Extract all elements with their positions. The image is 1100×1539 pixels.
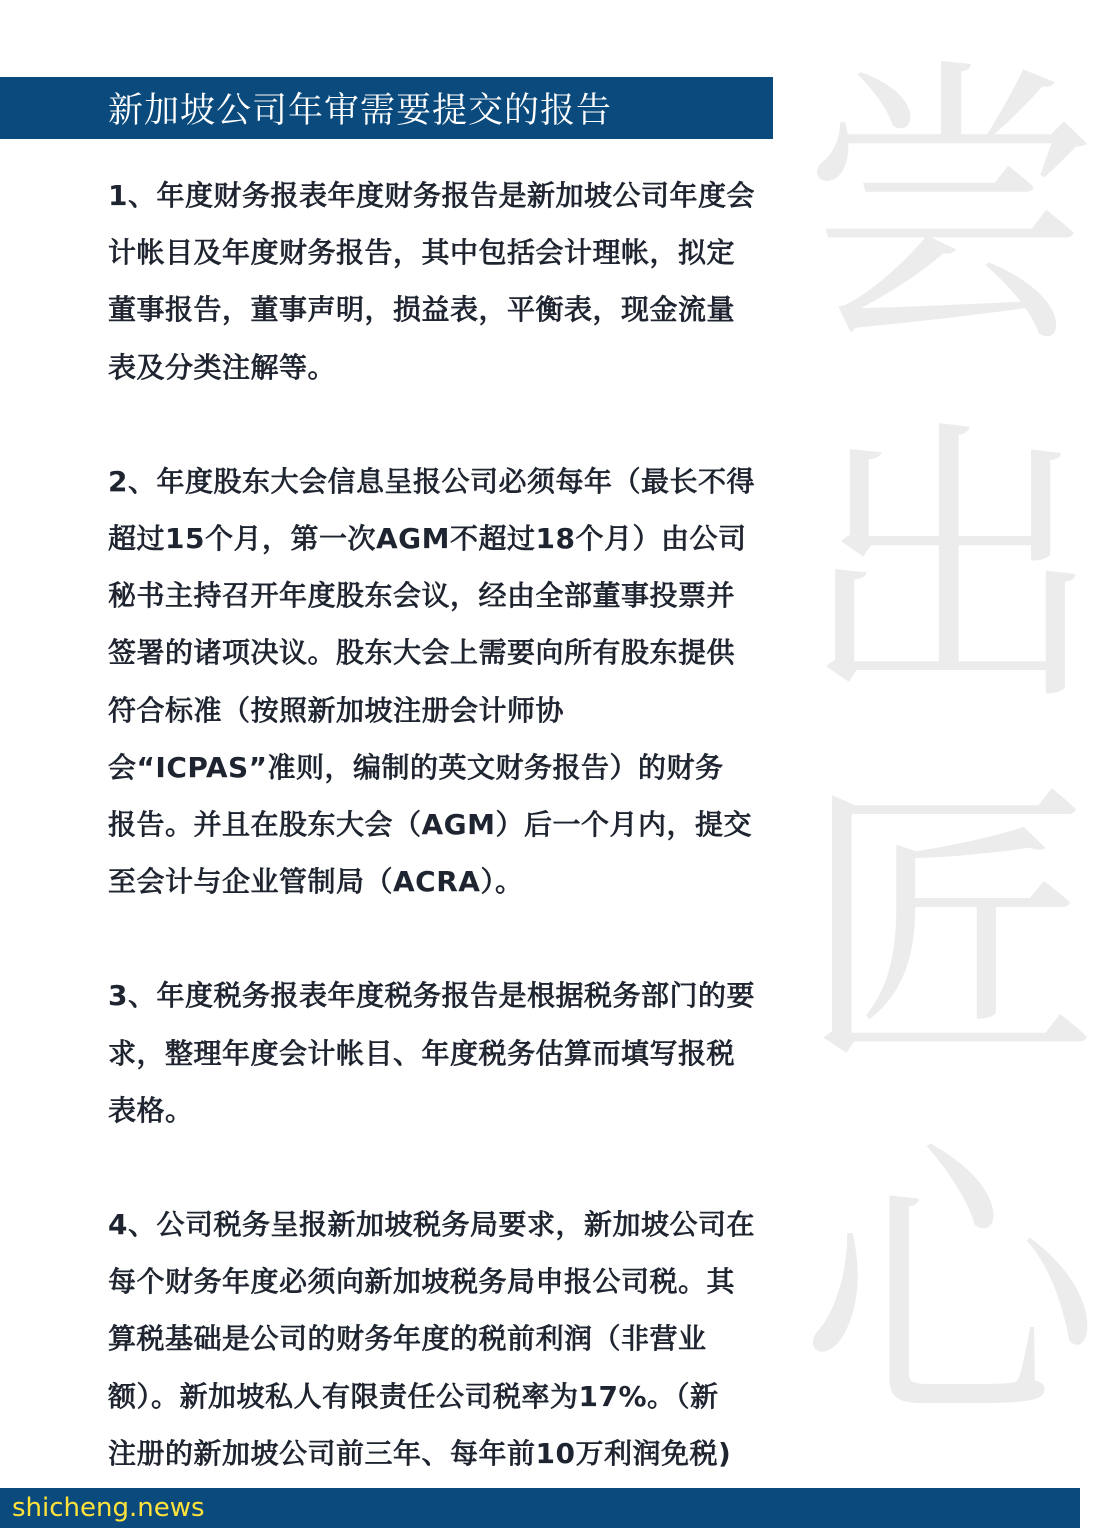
text-line: 会“ICPAS”准则，编制的英文财务报告）的财务 [108,750,724,784]
article-body [108,167,773,1539]
text-line: 3、年度税务报表年度税务报告是根据税务部门的要 [108,979,755,1013]
text-line: 签署的诸项决议。股东大会上需要向所有股东提供 [108,636,736,670]
text-line: 报告。并且在股东大会（AGM）后一个月内，提交 [108,808,753,842]
text-line: 2、年度股东大会信息呈报公司必须每年（最长不得 [108,464,755,498]
footer-bar [0,1488,1080,1528]
page-title: 新加坡公司年审需要提交的报告 [108,91,613,131]
paragraph-4 [108,1196,773,1482]
text-line: 1、年度财务报表年度财务报告是新加坡公司年度会 [108,179,755,212]
text-line: 注册的新加坡公司前三年、每年前10万利润免税) [108,1436,732,1470]
text-line: 4、公司税务呈报新加坡税务局要求，新加坡公司在 [108,1208,755,1242]
text-line: 计帐目及年度财务报告，其中包括会计理帐，拟定 [108,236,736,270]
text-line: 符合标准（按照新加坡注册会计师协 [108,693,565,727]
watermark-vertical [800,35,1100,1500]
text-line: 表格。 [108,1093,194,1127]
site-logo[interactable]: shicheng.news [12,1493,205,1523]
paragraph-1 [108,167,773,396]
text-line: 求，整理年度会计帐目、年度税务估算而填写报税 [108,1036,736,1070]
text-line: 算税基础是公司的财务年度的税前利润（非营业 [108,1322,707,1356]
watermark-char-1: 尝 [800,35,1100,384]
text-line: 每个财务年度必须向新加坡税务局申报公司税。其 [108,1265,736,1299]
text-line: 董事报告，董事声明，损益表，平衡表，现金流量 [108,293,736,327]
text-line: 额）。新加坡私人有限责任公司税率为17%。（新 [108,1379,719,1413]
paragraph-2 [108,453,773,911]
title-banner [0,77,773,139]
watermark-char-2: 出 [800,395,1100,744]
text-line: 秘书主持召开年度股东会议，经由全部董事投票并 [108,579,736,613]
text-line: 超过15个月，第一次AGM不超过18个月）由公司 [108,522,747,556]
text-line: 至会计与企业管制局（ACRA）。 [108,865,524,899]
watermark-char-4: 心 [800,1115,1100,1464]
paragraph-3 [108,967,773,1139]
text-line: 表及分类注解等。 [108,350,337,384]
watermark-char-3: 匠 [800,755,1100,1104]
